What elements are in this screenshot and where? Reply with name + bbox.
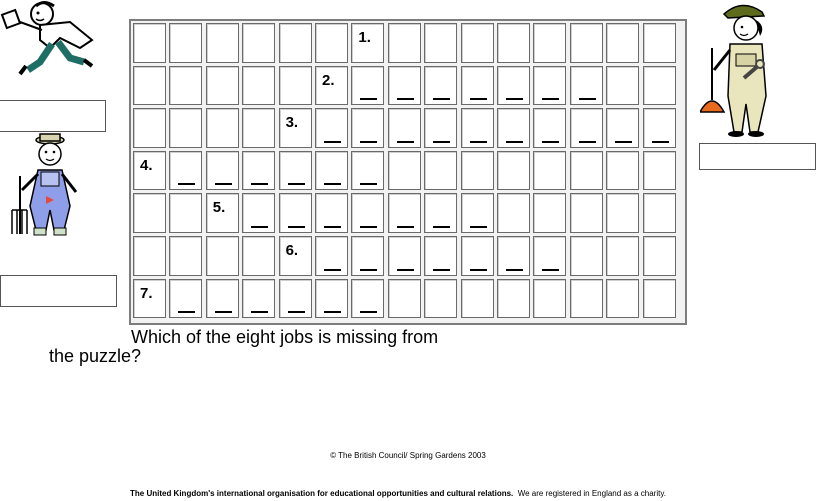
grid-cell[interactable] (461, 66, 494, 106)
grid-cell[interactable] (570, 151, 603, 191)
clue-number: 1. (358, 29, 371, 46)
grid-cell[interactable] (242, 108, 275, 148)
question-line-1: Which of the eight jobs is missing from (131, 327, 439, 347)
letter-blank (470, 269, 487, 271)
letter-blank (324, 226, 341, 228)
letter-blank (251, 311, 268, 313)
grid-cell[interactable] (351, 193, 384, 233)
grid-cell[interactable] (533, 279, 566, 319)
grid-cell[interactable] (169, 23, 202, 63)
letter-blank (215, 311, 232, 313)
grid-cell[interactable] (424, 66, 457, 106)
grid-cell[interactable] (279, 236, 312, 276)
answer-box-farmer[interactable] (0, 275, 117, 307)
grid-cell[interactable] (351, 151, 384, 191)
grid-cell[interactable] (570, 193, 603, 233)
grid-cell[interactable] (606, 279, 639, 319)
grid-cell[interactable] (643, 23, 676, 63)
grid-cell[interactable] (643, 66, 676, 106)
grid-cell[interactable] (279, 23, 312, 63)
grid-cell[interactable] (606, 23, 639, 63)
letter-blank (288, 311, 305, 313)
grid-cell[interactable] (461, 151, 494, 191)
grid-cell[interactable] (169, 279, 202, 319)
letter-blank (288, 226, 305, 228)
letter-blank (324, 269, 341, 271)
grid-cell[interactable] (242, 193, 275, 233)
grid-cell[interactable] (133, 236, 166, 276)
letter-blank (397, 269, 414, 271)
answer-box-plumber[interactable] (699, 143, 816, 170)
grid-cell[interactable] (133, 23, 166, 63)
letter-blank (397, 98, 414, 100)
grid-cell[interactable] (351, 108, 384, 148)
letter-blank (360, 311, 377, 313)
letter-blank (251, 226, 268, 228)
grid-cell[interactable] (497, 108, 530, 148)
letter-blank (397, 226, 414, 228)
grid-cell[interactable] (643, 151, 676, 191)
clue-number: 4. (140, 156, 153, 174)
grid-cell[interactable] (497, 66, 530, 106)
grid-cell[interactable] (242, 23, 275, 63)
letter-blank (360, 226, 377, 228)
copyright-text: © The British Council/ Spring Gardens 2003 (330, 451, 486, 460)
grid-cell[interactable] (206, 108, 239, 148)
grid-cell[interactable] (351, 66, 384, 106)
grid-cell[interactable] (570, 279, 603, 319)
grid-cell[interactable] (133, 279, 166, 319)
grid-cell[interactable] (206, 279, 239, 319)
grid-cell[interactable] (169, 151, 202, 191)
grid-cell[interactable] (133, 193, 166, 233)
grid-cell[interactable] (497, 23, 530, 63)
grid-cell[interactable] (461, 23, 494, 63)
grid-cell[interactable] (606, 193, 639, 233)
letter-blank (433, 141, 450, 143)
grid-cell[interactable] (242, 66, 275, 106)
letter-blank (506, 98, 523, 100)
letter-blank (324, 183, 341, 185)
grid-cell[interactable] (315, 236, 348, 276)
grid-cell[interactable] (206, 151, 239, 191)
grid-cell[interactable] (643, 193, 676, 233)
letter-blank (360, 98, 377, 100)
letter-blank (360, 269, 377, 271)
running-person-icon (0, 0, 100, 80)
grid-cell[interactable] (424, 193, 457, 233)
answer-box-runner[interactable] (0, 100, 106, 132)
grid-cell[interactable] (424, 23, 457, 63)
grid-cell[interactable] (133, 151, 166, 191)
grid-cell[interactable] (461, 108, 494, 148)
grid-cell[interactable] (461, 279, 494, 319)
grid-cell[interactable] (315, 151, 348, 191)
grid-cell[interactable] (497, 193, 530, 233)
footer-normal-text: We are registered in England as a charity. (517, 489, 666, 498)
grid-cell[interactable] (388, 193, 421, 233)
grid-cell[interactable] (388, 108, 421, 148)
grid-cell[interactable] (206, 193, 239, 233)
grid-cell[interactable] (279, 151, 312, 191)
grid-cell[interactable] (461, 193, 494, 233)
farmer-with-pitchfork-icon (8, 130, 88, 240)
grid-cell[interactable] (606, 66, 639, 106)
letter-blank (542, 269, 559, 271)
plumber-with-plunger-icon (700, 0, 790, 140)
grid-cell[interactable] (279, 66, 312, 106)
grid-cell[interactable] (606, 151, 639, 191)
grid-cell[interactable] (424, 151, 457, 191)
footer-text (130, 489, 666, 498)
grid-cell[interactable] (570, 23, 603, 63)
grid-cell[interactable] (242, 236, 275, 276)
grid-cell[interactable] (606, 236, 639, 276)
letter-blank (506, 141, 523, 143)
grid-cell[interactable] (351, 279, 384, 319)
letter-blank (288, 183, 305, 185)
grid-cell[interactable] (533, 108, 566, 148)
letter-blank (470, 141, 487, 143)
grid-cell[interactable] (497, 151, 530, 191)
grid-cell[interactable] (315, 108, 348, 148)
grid-cell[interactable] (424, 236, 457, 276)
question-line-2: the puzzle? (49, 346, 142, 366)
letter-blank (470, 98, 487, 100)
clue-number: 7. (140, 284, 153, 302)
grid-cell[interactable] (169, 236, 202, 276)
clue-number: 5. (212, 199, 226, 217)
grid-cell[interactable] (643, 236, 676, 276)
grid-cell[interactable] (643, 108, 676, 148)
clue-number: 2. (322, 71, 335, 89)
grid-cell[interactable] (169, 108, 202, 148)
grid-cell[interactable] (242, 279, 275, 319)
crossword-grid (129, 19, 687, 325)
grid-cell[interactable] (570, 66, 603, 106)
grid-cell[interactable] (533, 23, 566, 63)
grid-cell[interactable] (169, 193, 202, 233)
letter-blank (360, 141, 377, 143)
grid-cell[interactable] (424, 279, 457, 319)
grid-cell[interactable] (279, 279, 312, 319)
grid-cell[interactable] (206, 236, 239, 276)
grid-cell[interactable] (315, 66, 348, 106)
grid-cell[interactable] (351, 23, 384, 63)
grid-cell[interactable] (533, 236, 566, 276)
letter-blank (324, 141, 341, 143)
letter-blank (178, 183, 195, 185)
grid-cell[interactable] (388, 279, 421, 319)
footer-bold-text: The United Kingdom's international organisation for educational opportunities and cultural relations. (130, 489, 514, 498)
clue-number: 6. (285, 242, 299, 259)
grid-cell[interactable] (388, 236, 421, 276)
letter-blank (615, 141, 632, 143)
grid-cell[interactable] (461, 236, 494, 276)
letter-blank (397, 141, 414, 143)
grid-cell[interactable] (424, 108, 457, 148)
letter-blank (542, 141, 559, 143)
letter-blank (324, 311, 341, 313)
grid-cell[interactable] (279, 108, 312, 148)
letter-blank (433, 226, 450, 228)
grid-cell[interactable] (388, 23, 421, 63)
grid-cell[interactable] (533, 66, 566, 106)
grid-cell[interactable] (497, 236, 530, 276)
grid-cell[interactable] (351, 236, 384, 276)
clue-number: 3. (285, 114, 299, 132)
grid-cell[interactable] (133, 108, 166, 148)
grid-cell[interactable] (570, 236, 603, 276)
grid-cell[interactable] (388, 151, 421, 191)
letter-blank (542, 98, 559, 100)
grid-cell[interactable] (206, 66, 239, 106)
letter-blank (433, 98, 450, 100)
letter-blank (579, 141, 596, 143)
letter-blank (433, 269, 450, 271)
grid-cell[interactable] (242, 151, 275, 191)
grid-cell[interactable] (315, 279, 348, 319)
grid-cell[interactable] (497, 279, 530, 319)
letter-blank (470, 226, 487, 228)
grid-cell[interactable] (315, 193, 348, 233)
letter-blank (360, 183, 377, 185)
letter-blank (215, 183, 232, 185)
letter-blank (579, 98, 596, 100)
letter-blank (251, 183, 268, 185)
grid-cell[interactable] (315, 23, 348, 63)
letter-blank (178, 311, 195, 313)
letter-blank (652, 141, 669, 143)
grid-cell[interactable] (206, 23, 239, 63)
grid-cell[interactable] (169, 66, 202, 106)
grid-cell[interactable] (606, 108, 639, 148)
grid-cell[interactable] (133, 66, 166, 106)
grid-cell[interactable] (388, 66, 421, 106)
letter-blank (506, 269, 523, 271)
grid-cell[interactable] (643, 279, 676, 319)
grid-cell[interactable] (533, 193, 566, 233)
grid-cell[interactable] (533, 151, 566, 191)
grid-cell[interactable] (279, 193, 312, 233)
grid-cell[interactable] (570, 108, 603, 148)
